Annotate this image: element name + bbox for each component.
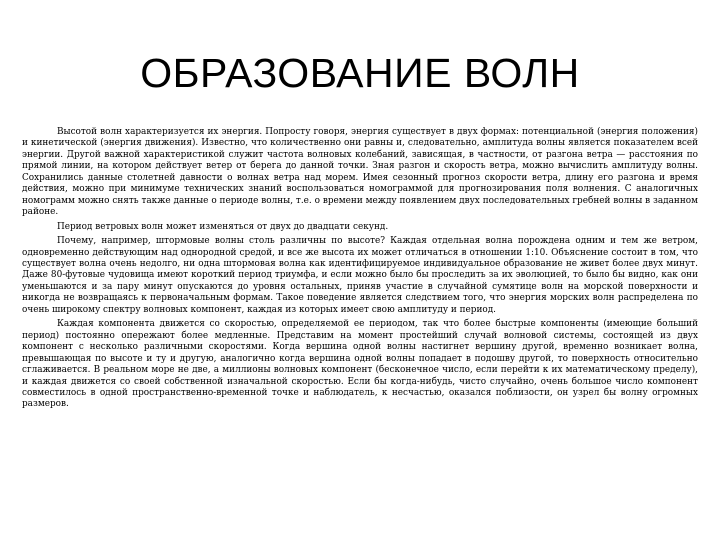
body-text — [22, 127, 698, 414]
page-title: ОБРАЗОВАНИЕ ВОЛН — [140, 50, 580, 96]
paragraph: Почему, например, штормовые волны столь различны по высоте? Каждая отдельная волна порождена одним и тем же ветром, одновременно действующим над однородной средой, и все же высота их может отличаться в отношении 1:10. Объяснение состоит в том, что существует волна очень недолго, ни одна штормовая волна как идентифицируемое индивидуальное образование не живет более двух минут. Даже 80-футовые чудовища имеют короткий период триумфа, и если можно было бы проследить за их эволюцией, то было бы видно, как они уменьшаются и за пару минут опускаются до уровня остальных, приняв участие в случайной сумятице волн на морской поверхности и никогда не возвращаясь к первоначальным формам. Такое поведение является следствием того, что энергия морских волн распределена по очень широкому спектру волновых компонент, каждая из которых имеет свою амплитуду и период. — [22, 236, 698, 315]
paragraph: Период ветровых волн может изменяться от двух до двадцати секунд. — [57, 221, 389, 232]
paragraph: Высотой волн характеризуется их энергия. Попросту говоря, энергия существует в двух формах: потенциальной (энергия положения) и кинетической (энергия движения). Известно, что количественно они равны и, следовательно, амплитуда волны является показателем всей энергии. Другой важной характеристикой служит частота волновых колебаний, зависящая, в частности, от разгона ветра — расстояния по прямой линии, на котором действует ветер от берега до данной точки. Зная разгон и скорость ветра, можно вычислить амплитуду волны. Сохранились данные столетней давности о волнах ветра над морем. Имея сезонный прогноз скорости ветра, длину его разгона и время действия, можно при минимуме технических знаний воспользоваться номограммой для прогнозирования поля волнения. С аналогичных номограмм можно снять также данные о периоде волны, т.е. о времени между появлением двух последовательных гребней волны в заданном районе. — [22, 127, 698, 218]
paragraph: Каждая компонента движется со скоростью, определяемой ее периодом, так что более быстрые компоненты (имеющие больший период) постоянно опережают более медленные. Представим на момент простейший случай волновой системы, состоящей из двух компонент с несколько различными скоростями. Когда вершина одной волны настигнет вершину другой, временно возникает волна, превышающая по высоте и ту и другую, аналогично когда вершина одной волны попадает в подошву другой, то поверхность относительно сглаживается. В реальном море не две, а миллионы волновых компонент (бесконечное число, если перейти к их математическому пределу), и каждая движется со своей собственной изначальной скоростью. Если бы когда-нибудь, чисто случайно, очень большое число компонент совместилось в одной пространственно-временной точке и наблюдатель, к несчастью, оказался поблизости, он узрел бы волну огромных размеров. — [22, 319, 698, 410]
